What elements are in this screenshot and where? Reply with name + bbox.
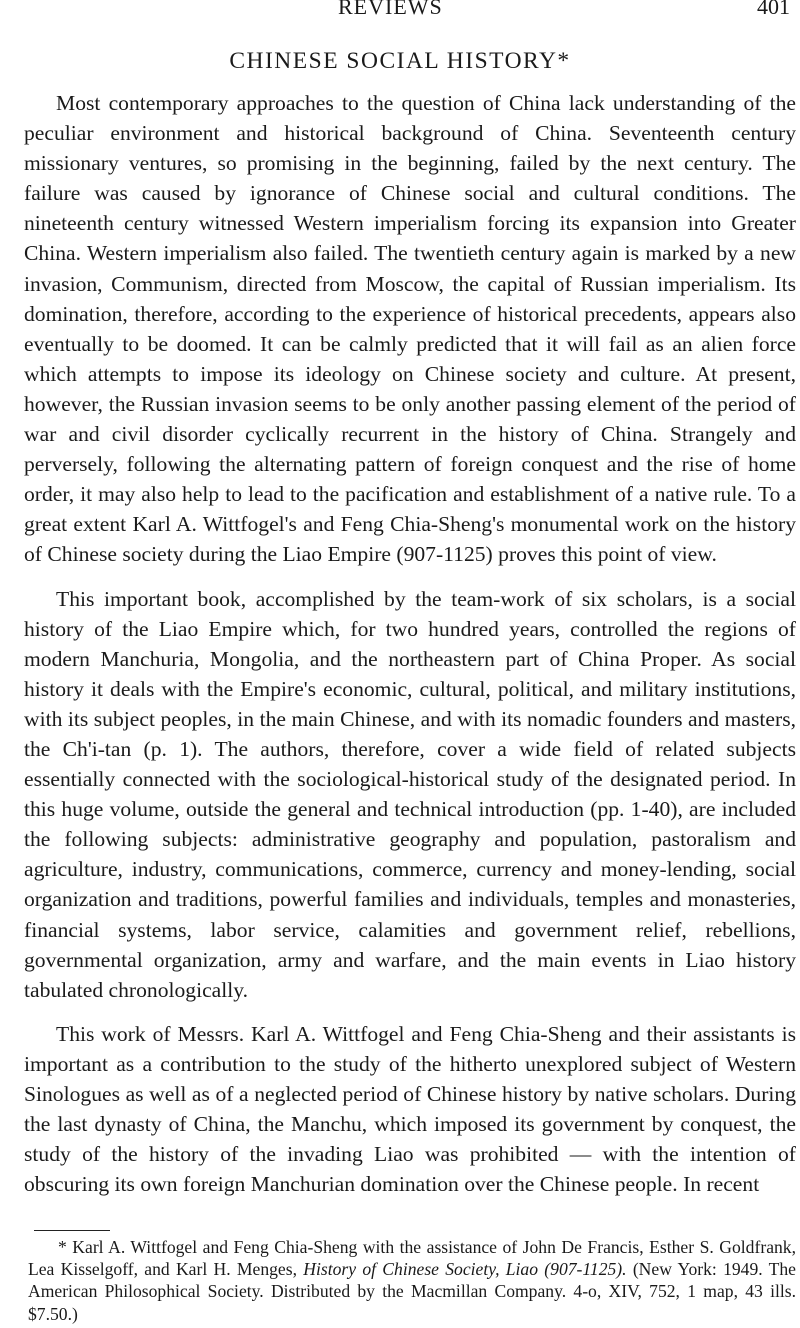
footnote-rule <box>34 1230 110 1231</box>
footnote-details: (New York: 1949. The American Philosophical Society. Distributed by the Macmillan Company. 4-o, XIV, 752, 1 map, 43 ills. $7.50.) <box>28 1259 796 1324</box>
footnote-lead: * Karl A. Wittfogel and Feng Chia-Sheng with the assistance of John De Francis, Esther S. Goldfrank, Lea Kisselgoff, and Karl H. Menges, <box>28 1237 796 1280</box>
footnote <box>28 1236 796 1325</box>
article-body <box>24 88 796 1213</box>
paragraph-1: Most contemporary approaches to the question of China lack understanding of the peculiar environment and historical background of China. Seventeenth century missionary ventures, so promising in the beginning, failed by the next century. The failure was caused by ignorance of Chinese social and cultural conditions. The nineteenth century witnessed Western imperialism forcing its expansion into Greater China. Western imperialism also failed. The twentieth century again is marked by a new invasion, Communism, directed from Moscow, the capital of Russian imperialism. Its domination, therefore, according to the experience of historical precedents, appears also eventually to be doomed. It can be calmly predicted that it will fail as an alien force which attempts to impose its ideology on Chinese society and culture. At present, however, the Russian invasion seems to be only another passing element of the period of war and civil disorder cyclically recurrent in the history of China. Strangely and perversely, following the alternating pattern of foreign conquest and the rise of home order, it may also help to lead to the pacification and establishment of a native rule. To a great extent Karl A. Wittfogel's and Feng Chia-Sheng's monumental work on the history of Chinese society during the Liao Empire (907-1125) proves this point of view. <box>24 91 796 567</box>
running-head <box>0 0 800 24</box>
article-title: CHINESE SOCIAL HISTORY* <box>229 48 571 74</box>
page-number: 401 <box>757 0 790 19</box>
running-title: REVIEWS <box>338 0 443 19</box>
footnote-book-title: History of Chinese Society, Liao (907-1125). <box>303 1259 627 1280</box>
paragraph-3: This work of Messrs. Karl A. Wittfogel and Feng Chia-Sheng and their assistants is important as a contribution to the study of the hitherto unexplored subject of Western Sinologues as well as of a neglected period of Chinese history by native scholars. During the last dynasty of China, the Manchu, which imposed its government by conquest, the study of the history of the invading Liao was prohibited — with the intention of obscuring its own foreign Manchurian domination over the Chinese people. In recent <box>24 1021 796 1197</box>
paragraph-2: This important book, accomplished by the team-work of six scholars, is a social history of the Liao Empire which, for two hundred years, controlled the regions of modern Manchuria, Mongolia, and the northeastern part of China Proper. As social history it deals with the Empire's economic, cultural, political, and military institutions, with its subject peoples, in the main Chinese, and with its nomadic founders and masters, the Ch'i-tan (p. 1). The authors, therefore, cover a wide field of related subjects essentially connected with the sociological-historical study of the designated period. In this huge volume, outside the general and technical introduction (pp. 1-40), are included the following subjects: administrative geography and population, pastoralism and agriculture, industry, communications, commerce, currency and money-lending, social organization and traditions, powerful families and individuals, temples and monasteries, financial systems, labor service, calamities and government relief, rebellions, governmental organization, army and warfare, and the main events in Liao history tabulated chronologically. <box>24 586 796 1002</box>
